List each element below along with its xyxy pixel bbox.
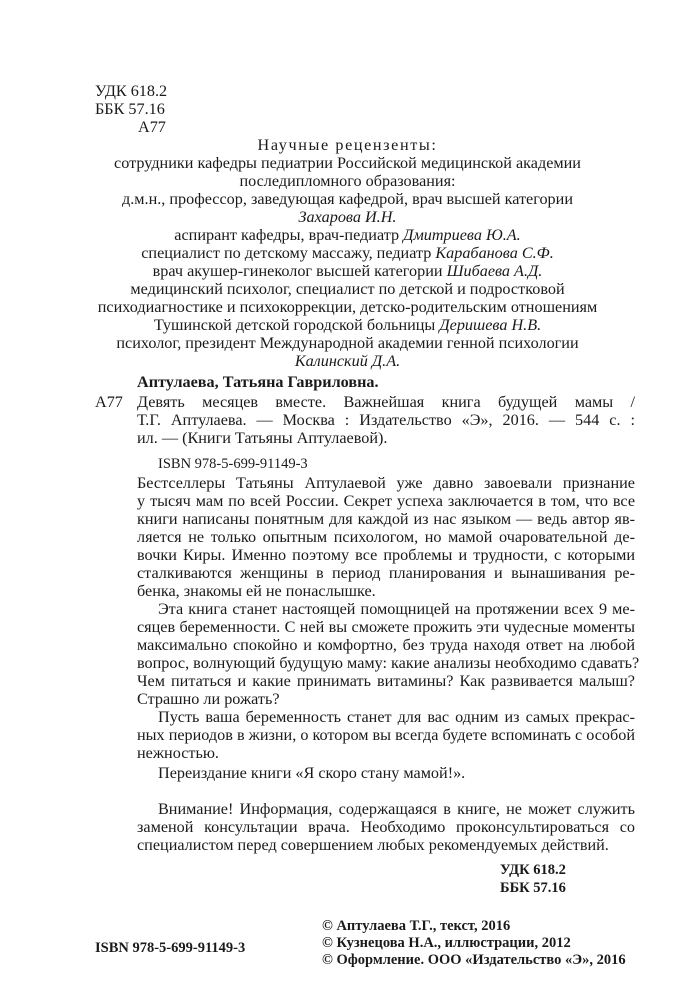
reviewer-name: Калинский Д.А.	[294, 352, 401, 370]
annotation-line: книги написаны понятным для каждой из нас языком — ведь автор яв-	[137, 510, 635, 528]
reviewer-name: Захарова И.Н.	[298, 208, 397, 226]
record-title: ил. — (Книги Татьяны Аптулаевой).	[137, 429, 388, 447]
reviewer-name: Дмитриева Ю.А.	[403, 226, 521, 244]
reviewer-line	[0, 315, 695, 335]
annotation-line: бенка, знакомы ей не понаслышке.	[137, 582, 376, 600]
record-author: Аптулаева, Татьяна Гавриловна.	[137, 373, 379, 391]
annotation-line: нежностью.	[137, 744, 219, 762]
copyright-line: © Аптулаева Т.Г., текст, 2016	[322, 918, 511, 934]
reviewer-role: Тушинской детской городской больницы	[153, 316, 436, 334]
annotation-line: Бестселлеры Татьяны Аптулаевой уже давно завоевали признание	[137, 474, 635, 492]
annotation-line: Эта книга станет настоящей помощницей на протяжении всех 9 ме-	[158, 600, 635, 618]
footer-isbn: ISBN 978-5-699-91149-3	[95, 940, 246, 956]
reviewer-line	[0, 261, 695, 281]
reviewer-role: психолог, президент Международной академии генной психологии	[116, 334, 579, 352]
annotation-line: Переиздание книги «Я скоро стану мамой!».	[158, 764, 466, 782]
annotation-line: вопрос, волнующий будущую маму: какие анализы необходимо сдавать?	[137, 654, 640, 672]
annotation-line: вочки Киры. Именно поэтому все проблемы и трудности, с которыми	[137, 546, 635, 564]
reviewer-name: Карабанова С.Ф.	[435, 244, 554, 262]
reviewer-line	[0, 243, 695, 263]
warning-line: заменой консультации врача. Необходимо проконсультироваться со	[137, 818, 635, 836]
reviewer-role: медицинский психолог, специалист по детской и подростковой	[130, 280, 565, 298]
reviewer-line	[0, 225, 695, 245]
record-title: Девять месяцев вместе. Важнейшая книга будущей мамы /	[137, 393, 635, 411]
annotation-line: Чем питаться и какие принимать витамины? Как развивается малыш?	[137, 672, 635, 690]
annotation-line: ляется не только опытным психологом, но мамой очаровательной де-	[137, 528, 635, 546]
annotation-line: у тысяч мам по всей России. Секрет успеха заключается в том, что все	[137, 492, 635, 510]
reviewer-role: специалист по детскому массажу, педиатр	[141, 244, 432, 262]
warning-line: специалистом перед совершением любых рекомендуемых действий.	[137, 836, 609, 854]
bbk-code: ББК 57.16	[95, 100, 165, 118]
reviewers-line: сотрудники кафедры педиатрии Российской медицинской академии	[114, 154, 581, 172]
reviewer-role: психодиагностике и психокоррекции, детско-родительским отношениям	[97, 298, 598, 316]
reviewers-line: последипломного образования:	[239, 172, 456, 190]
record-title: Т.Г. Аптулаева. — Москва : Издательство «Э», 2016. — 544 с. :	[137, 411, 635, 429]
copyright-line: © Оформление. ООО «Издательство «Э», 2016	[322, 952, 626, 968]
annotation-line: Страшно ли рожать?	[137, 690, 280, 708]
annotation-line: максимально спокойно и комфортно, без труда находя ответ на любой	[137, 636, 635, 654]
annotation-line: ных периодов в жизни, о котором вы всегда будете вспоминать с особой	[137, 726, 635, 744]
annotation-line: Пусть ваша беременность станет для вас одним из самых прекрас-	[158, 708, 635, 726]
record-isbn: ISBN 978-5-699-91149-3	[158, 456, 308, 472]
reviewers-heading: Научные рецензенты:	[257, 136, 438, 154]
copyright-line: © Кузнецова Н.А., иллюстрации, 2012	[322, 935, 571, 951]
record-mark: А77	[95, 393, 123, 411]
reviewer-role: аспирант кафедры, врач-педиатр	[174, 226, 400, 244]
reviewer-name: Деришева Н.В.	[439, 316, 542, 334]
footer-udk: УДК 618.2	[500, 862, 566, 878]
author-mark: А77	[138, 118, 166, 136]
annotation-line: сталкиваются женщины в период планирования и вынашивания ре-	[137, 564, 635, 582]
footer-bbk: ББК 57.16	[500, 880, 566, 896]
reviewers-line: д.м.н., профессор, заведующая кафедрой, врач высшей категории	[122, 190, 573, 208]
warning-line: Внимание! Информация, содержащаяся в книге, не может служить	[158, 800, 635, 818]
udk-code: УДК 618.2	[95, 82, 168, 100]
reviewer-role: врач акушер-гинеколог высшей категории	[152, 262, 443, 280]
annotation-line: сяцев беременности. С ней вы сможете прожить эти чудесные моменты	[137, 618, 635, 636]
reviewer-name: Шибаева А.Д.	[446, 262, 543, 280]
